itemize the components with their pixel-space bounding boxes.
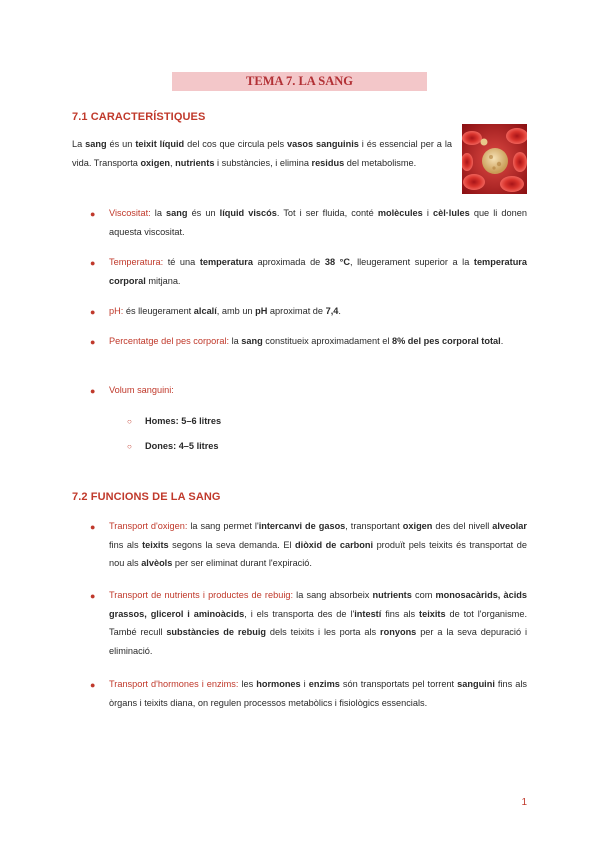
text: de tot l'organisme. També recull bbox=[109, 608, 527, 637]
text: la bbox=[150, 208, 167, 218]
text: La bbox=[72, 139, 86, 149]
bold-text: líquid viscós bbox=[219, 208, 277, 218]
text: constitueix aproximadament el bbox=[262, 336, 392, 346]
text: . bbox=[500, 336, 504, 346]
text: les bbox=[238, 679, 257, 689]
bullet: ● bbox=[90, 337, 96, 347]
text: del metabolisme. bbox=[344, 157, 417, 168]
bold-text: sang bbox=[166, 208, 188, 218]
text: segons la seva demanda. El bbox=[168, 539, 296, 550]
bold-text: temperatura bbox=[199, 257, 253, 267]
sub-list-item: Homes: 5–6 litres bbox=[145, 416, 222, 426]
text: és un bbox=[106, 139, 136, 149]
text: per ser eliminat durant l'expiració. bbox=[172, 558, 312, 568]
item-label: Temperatura: bbox=[109, 257, 164, 267]
text: . bbox=[338, 306, 341, 316]
blood-cells-image bbox=[462, 124, 527, 194]
list-item bbox=[109, 675, 527, 712]
bold-text: vasos sanguinis bbox=[287, 139, 359, 149]
item-label: Transport d'hormones i enzims: bbox=[109, 679, 239, 689]
text: són transportats pel torrent bbox=[339, 679, 458, 689]
list-item bbox=[109, 302, 527, 321]
text: és lleugerament bbox=[123, 306, 194, 316]
bold-text: sang bbox=[85, 139, 107, 149]
bold-text: enzims bbox=[308, 679, 340, 689]
section-heading-functions: 7.2 FUNCIONS DE LA SANG bbox=[72, 491, 221, 503]
bullet: ● bbox=[90, 522, 96, 532]
text: des del nivell bbox=[432, 521, 493, 531]
text: per a la seva depuració i eliminació. bbox=[109, 627, 527, 656]
item-label: pH: bbox=[109, 306, 124, 316]
section-heading-characteristics: 7.1 CARACTERÍSTIQUES bbox=[72, 111, 206, 123]
text: fins als bbox=[109, 539, 143, 550]
title-bar bbox=[172, 72, 427, 91]
bold-text: 7,4 bbox=[325, 306, 339, 316]
bold-text: temperatura corporal bbox=[109, 257, 527, 286]
text: , bbox=[170, 157, 176, 168]
list-item bbox=[109, 204, 527, 241]
intro-paragraph bbox=[72, 135, 452, 172]
text: del cos que circula pels bbox=[184, 139, 288, 149]
text: és un bbox=[187, 208, 220, 218]
text: , i els transporta des de l' bbox=[244, 608, 355, 619]
bullet: ● bbox=[90, 307, 96, 317]
bold-text: pH bbox=[255, 306, 268, 316]
bold-text: hormones bbox=[256, 679, 301, 689]
bold-text: molècules bbox=[377, 208, 423, 218]
bold-text: alveolar bbox=[492, 521, 527, 531]
text: la sang absorbeix bbox=[293, 590, 373, 600]
bold-text: alcalí bbox=[193, 306, 217, 316]
page-title: TEMA 7. LA SANG bbox=[246, 74, 353, 88]
bullet: ● bbox=[90, 258, 96, 268]
bullet: ● bbox=[90, 386, 96, 396]
text: , transportant bbox=[345, 521, 403, 531]
bold-text: 38 °C bbox=[324, 257, 350, 267]
text: aproximada de bbox=[252, 257, 325, 267]
list-item bbox=[109, 586, 527, 660]
bold-text: substàncies de rebuig bbox=[166, 627, 266, 637]
text: mitjana. bbox=[145, 275, 181, 286]
text: . Tot i ser fluida, conté bbox=[276, 208, 378, 218]
item-label: Percentatge del pes corporal: bbox=[109, 336, 230, 346]
bullet: ● bbox=[90, 591, 96, 601]
item-label: Volum sanguini: bbox=[109, 385, 174, 395]
text: produït pels teixits és transportat de nou als bbox=[109, 539, 527, 568]
bold-text: residus bbox=[311, 157, 345, 168]
bold-text: ronyons bbox=[380, 627, 417, 637]
bold-text: teixit líquid bbox=[135, 139, 185, 149]
bold-text: oxigen bbox=[140, 157, 171, 168]
bold-text: sanguini bbox=[457, 679, 495, 689]
text: dels teixits i les porta als bbox=[266, 627, 381, 637]
list-item bbox=[109, 332, 527, 351]
text: fins als bbox=[381, 608, 420, 619]
bold-text: cèl·lules bbox=[432, 208, 470, 218]
bold-text: diòxid de carboni bbox=[295, 539, 374, 550]
text: , lleugerament superior a la bbox=[349, 257, 474, 267]
bold-text: teixits bbox=[142, 539, 169, 550]
text: que li donen aquesta viscositat. bbox=[109, 208, 527, 237]
sub-bullet: ○ bbox=[127, 442, 132, 451]
sub-list-item: Dones: 4–5 litres bbox=[145, 441, 219, 451]
item-label: Transport d'oxigen: bbox=[109, 521, 188, 531]
item-label: Viscositat: bbox=[109, 208, 151, 218]
text: , amb un bbox=[216, 306, 256, 316]
bold-text: intestí bbox=[354, 608, 382, 619]
text: la sang permet l' bbox=[187, 521, 259, 531]
text: i és essencial per a la vida. Transporta bbox=[72, 139, 452, 168]
bold-text: intercanvi de gasos bbox=[258, 521, 346, 531]
list-item bbox=[109, 517, 527, 573]
bold-text: nutrients bbox=[372, 590, 412, 600]
text: i bbox=[300, 679, 309, 689]
text: té una bbox=[163, 257, 200, 267]
sub-bullet: ○ bbox=[127, 417, 132, 426]
bold-text: sang bbox=[241, 336, 263, 346]
bold-text: nutrients bbox=[175, 157, 215, 168]
bullet: ● bbox=[90, 209, 96, 219]
bold-text: alvèols bbox=[141, 558, 173, 568]
bullet: ● bbox=[90, 680, 96, 690]
list-item bbox=[109, 253, 527, 290]
text: i bbox=[422, 208, 433, 218]
bold-text: monosacàrids, àcids grassos, glicerol i aminoàcids bbox=[109, 590, 528, 619]
text: com bbox=[411, 590, 436, 600]
bold-text: oxigen bbox=[402, 521, 433, 531]
list-item bbox=[109, 381, 527, 400]
text: i substàncies, i elimina bbox=[214, 157, 312, 168]
item-label: Transport de nutrients i productes de rebuig: bbox=[109, 590, 294, 600]
bold-text: teixits bbox=[419, 608, 446, 619]
page-number: 1 bbox=[521, 797, 527, 808]
text: la bbox=[229, 336, 242, 346]
text: fins als òrgans i teixits diana, on regulen processos metabòlics i fisiològics essencials. bbox=[109, 679, 527, 708]
bold-text: 8% del pes corporal total bbox=[391, 336, 501, 346]
text: aproximat de bbox=[267, 306, 326, 316]
